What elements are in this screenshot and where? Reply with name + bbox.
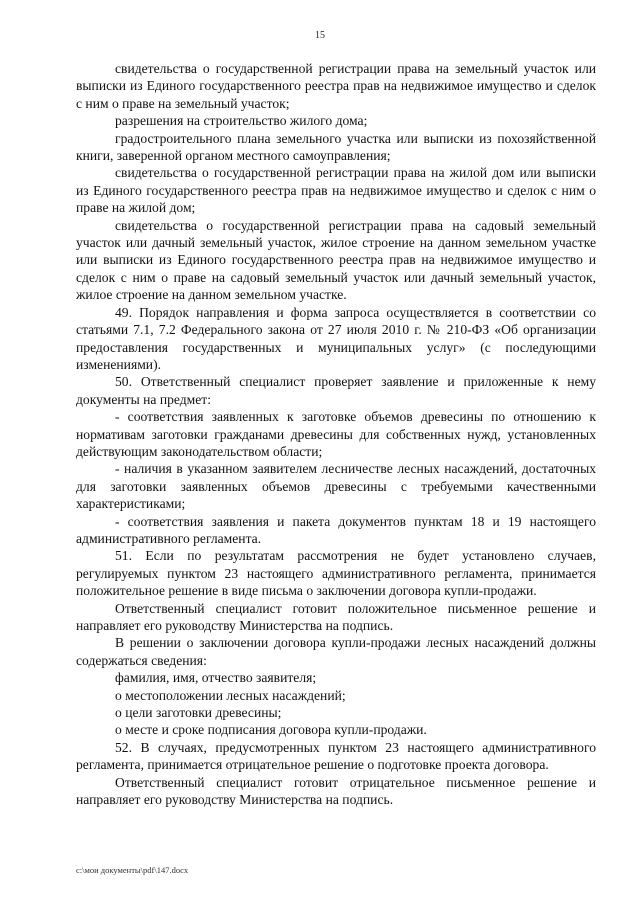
paragraph: о месте и сроке подписания договора купли-продажи.	[115, 722, 427, 738]
paragraph: - соответствия заявленных к заготовке объемов древесины по отношению к нормативам заготовки гражданами древесины для собственных нужд, установленных действующим законодательством области;	[76, 409, 596, 459]
paragraph: В решении о заключении договора купли-продажи лесных насаждений должны содержаться сведения:	[76, 635, 596, 668]
file-path-footer: c:\мои документы\pdf\147.docx	[76, 865, 189, 875]
paragraph: Ответственный специалист готовит отрицательное письменное решение и направляет его руководству Министерства на подпись.	[76, 774, 596, 808]
paragraph: 49. Порядок направления и форма запроса осуществляется в соответствии со статьями 7.1, 7.2 Федерального закона от 27 июля 2010 г. № 210-ФЗ «Об организации предоставления государственных и муниципальных услуг» (с последующими изменениями).	[76, 304, 596, 372]
paragraph: свидетельства о государственной регистрации права на жилой дом или выписки из Единого государственного реестра прав на недвижимое имущество и сделок с ним о праве на жилой дом;	[76, 165, 596, 216]
paragraph: свидетельства о государственной регистрации права на садовый земельный участок или дачный земельный участок, жилое строение на данном земельном участке или выписки из Единого государственного реестра прав на недвижимое имущество и сделок с ним о праве на садовый земельный участок или дачный земельный участок, жилое строение на данном земельном участке.	[76, 217, 596, 303]
paragraph: фамилия, имя, отчество заявителя;	[115, 670, 317, 686]
paragraph: разрешения на строительство жилого дома;	[115, 113, 368, 129]
page-number: 15	[315, 30, 325, 41]
paragraph: 50. Ответственный специалист проверяет заявление и приложенные к нему документы на предмет:	[76, 374, 596, 407]
document-body	[76, 60, 596, 808]
paragraph: о местоположении лесных насаждений;	[115, 687, 346, 703]
paragraph: о цели заготовки древесины;	[115, 705, 282, 721]
paragraph: 51. Если по результатам рассмотрения не будет установлено случаев, регулируемых пунктом 23 настоящего административного регламента, принимается положительное решение в виде письма о заключении договора купли-продажи.	[76, 548, 596, 599]
paragraph: - наличия в указанном заявителем лесничестве лесных насаждений, достаточных для заготовки заявленных объемов древесины с требуемыми качественными характеристиками;	[76, 461, 596, 512]
paragraph: 52. В случаях, предусмотренных пунктом 23 настоящего административного регламента, принимается отрицательное решение о подготовке проекта договора.	[76, 739, 596, 773]
paragraph: свидетельства о государственной регистрации права на земельный участок или выписки из Единого государственного реестра прав на недвижимое имущество и сделок с ним о праве на земельный участок;	[76, 61, 596, 111]
paragraph: градостроительного плана земельного участка или выписки из похозяйственной книги, заверенной органом местного самоуправления;	[76, 130, 596, 164]
paragraph: - соответствия заявления и пакета документов пунктам 18 и 19 настоящего административного регламента.	[76, 513, 596, 546]
paragraph: Ответственный специалист готовит положительное письменное решение и направляет его руководству Министерства на подпись.	[76, 600, 596, 633]
